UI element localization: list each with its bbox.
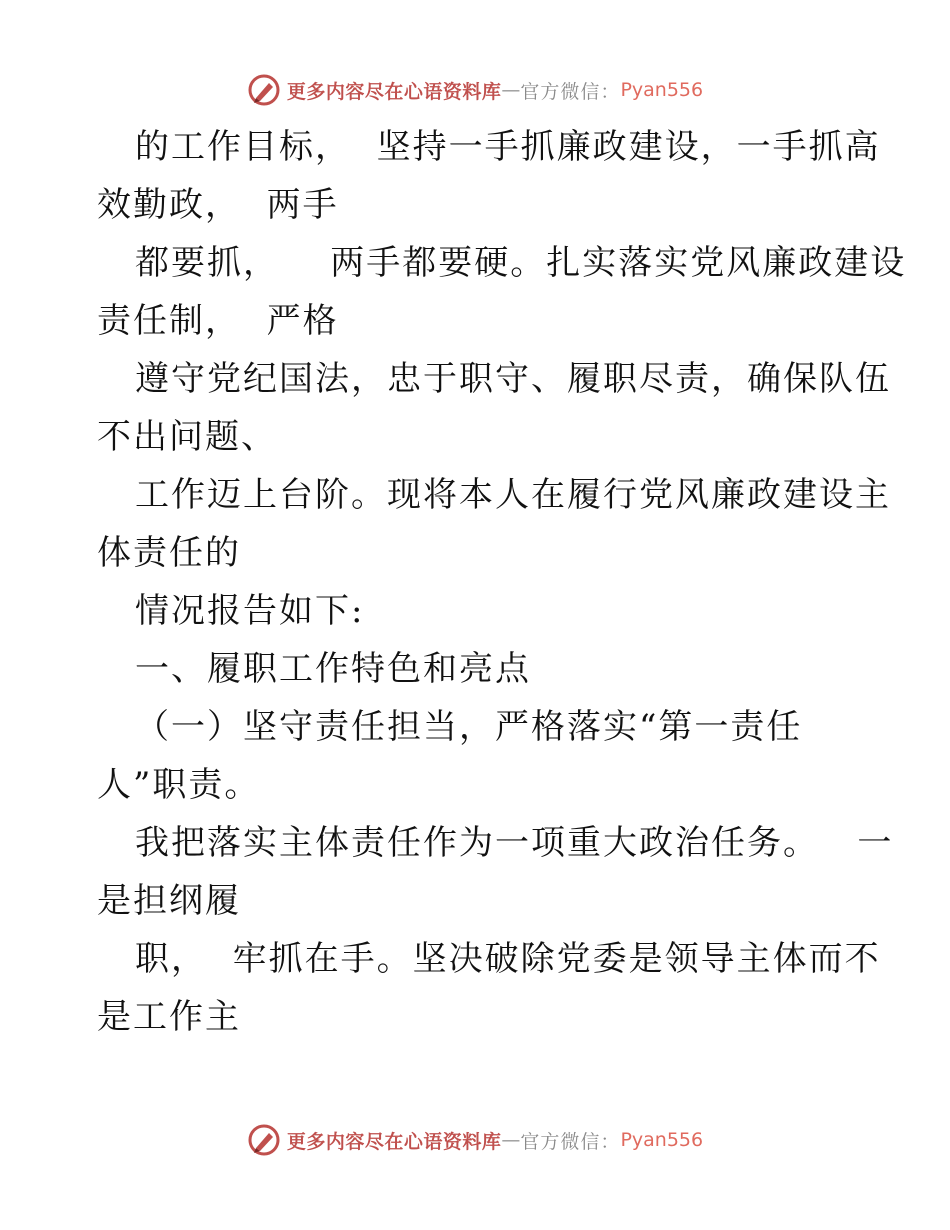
watermark-label: 官方微信： xyxy=(520,80,621,103)
footer-watermark xyxy=(0,1120,950,1160)
header-watermark xyxy=(0,70,950,110)
body-line: 体责任的 xyxy=(97,533,241,573)
body-line: 的工作目标， 坚持一手抓廉政建设，一手抓高 xyxy=(135,127,881,167)
document-body xyxy=(97,118,907,1046)
watermark-wechat-id: Pyan556 xyxy=(620,1129,704,1151)
body-line: 情况报告如下: xyxy=(135,591,365,631)
body-line: 不出问题、 xyxy=(97,417,277,457)
subsection-heading: （一）坚守责任担当，严格落实“第一责任 xyxy=(135,707,803,747)
body-line: 工作迈上台阶。现将本人在履行党风廉政建设主 xyxy=(135,475,891,515)
watermark-main-text: 更多内容尽在心语资料库 xyxy=(286,1130,502,1153)
section-heading: 一、履职工作特色和亮点 xyxy=(135,649,531,689)
body-line: 都要抓， 两手都要硬。扎实落实党风廉政建设 xyxy=(135,243,907,283)
body-line: 遵守党纪国法，忠于职守、履职尽责，确保队伍 xyxy=(135,359,891,399)
body-line: 是工作主 xyxy=(97,997,241,1037)
pen-logo-icon xyxy=(247,73,281,107)
pen-logo-icon xyxy=(247,1123,281,1157)
body-line: 是担纲履 xyxy=(97,881,241,921)
body-line: 效勤政， 两手 xyxy=(97,185,339,225)
body-line: 职， 牢抓在手。坚决破除党委是领导主体而不 xyxy=(135,939,881,979)
watermark-dash: — xyxy=(501,79,521,101)
watermark-dash: — xyxy=(501,1129,521,1151)
watermark-label: 官方微信： xyxy=(520,1130,621,1153)
body-line: 我把落实主体责任作为一项重大政治任务。 一 xyxy=(135,823,894,863)
subsection-heading-cont: 人”职责。 xyxy=(97,765,261,805)
watermark-main-text: 更多内容尽在心语资料库 xyxy=(286,80,502,103)
watermark-wechat-id: Pyan556 xyxy=(620,79,704,101)
body-line: 责任制， 严格 xyxy=(97,301,339,341)
